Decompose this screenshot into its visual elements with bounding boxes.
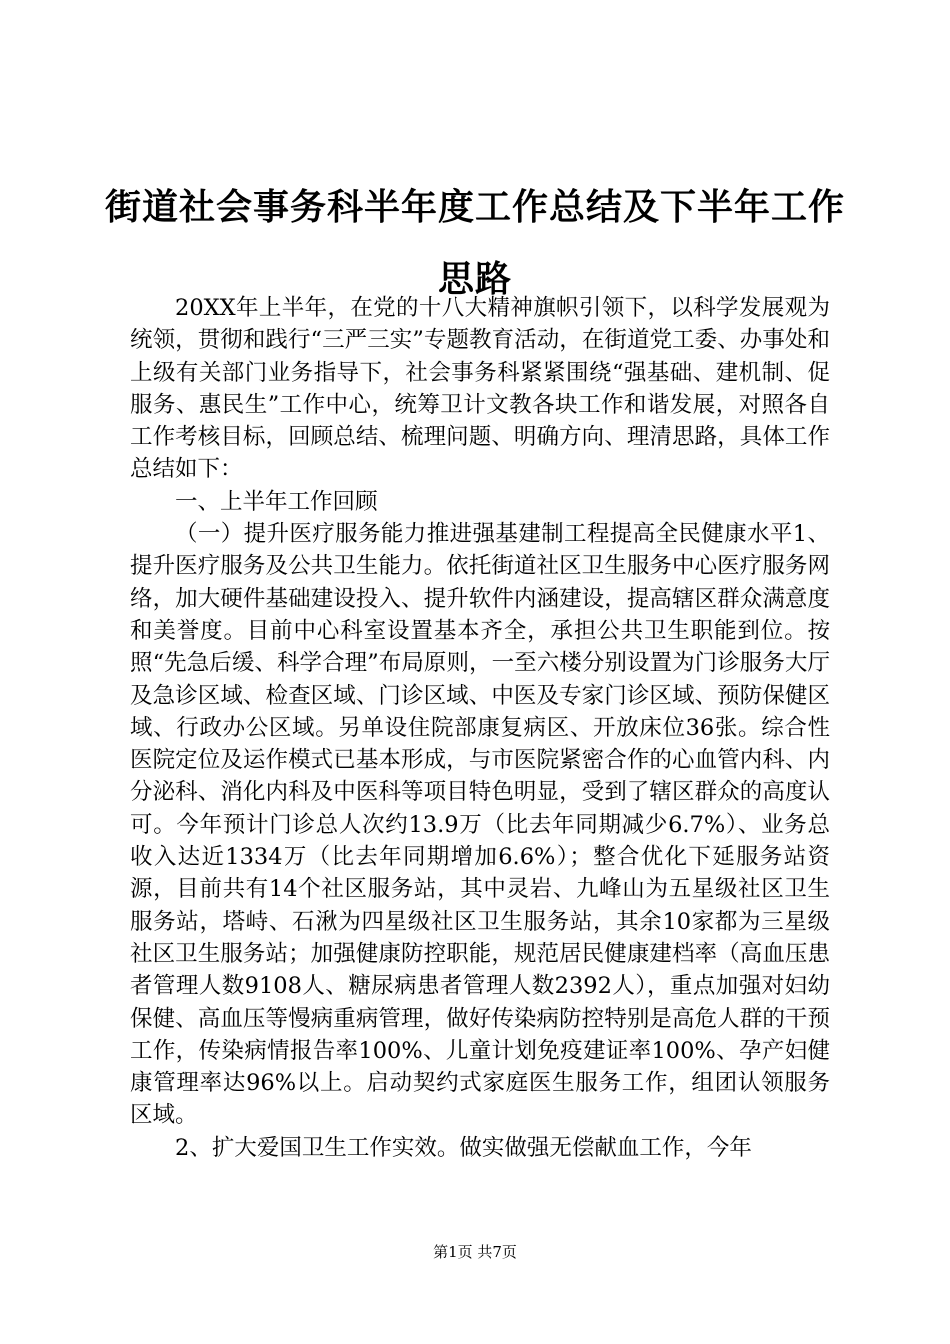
section-heading: 一、上半年工作回顾 <box>175 488 378 515</box>
title-line-2: 思路 <box>437 259 512 300</box>
title-line-1: 街道社会事务科半年度工作总结及下半年工作 <box>104 187 845 228</box>
intro-paragraph: 20XX年上半年，在党的十八大精神旗帜引领下，以科学发展观为统领，贯彻和践行“三严三实”专题教育活动，在街道党工委、办事处和上级有关部门业务指导下，社会事务科紧紧围绕“强基础、建机制、促服务、惠民生”工作中心，统筹卫计文教各块工作和谐发展，对照各自工作考核目标，回顾总结、梳理问题、明确方向、理清思路，具体工作总结如下： <box>130 295 830 483</box>
document-body <box>130 292 830 1164</box>
subsection-paragraph: （一）提升医疗服务能力推进强基建制工程提高全民健康水平1、提升医疗服务及公共卫生能力。依托街道社区卫生服务中心医疗服务网络，加大硬件基础建设投入、提升软件内涵建设，提高辖区群众满意度和美誉度。目前中心科室设置基本齐全，承担公共卫生职能到位。按照“先急后缓、科学合理”布局原则，一至六楼分别设置为门诊服务大厅及急诊区域、检查区域、门诊区域、中医及专家门诊区域、预防保健区域、行政办公区域。另单设住院部康复病区、开放床位36张。综合性医院定位及运作模式已基本形成，与市医院紧密合作的心血管内科、内分泌科、消化内科及中医科等项目特色明显，受到了辖区群众的高度认可。今年预计门诊总人次约13.9万（比去年同期减少6.7%）、业务总收入达近1334万（比去年同期增加6.6%）；整合优化下延服务站资源，目前共有14个社区服务站，其中灵岩、九峰山为五星级社区卫生服务站，塔峙、石湫为四星级社区卫生服务站，其余10家都为三星级社区卫生服务站；加强健康防控职能，规范居民健康建档率（高血压患者管理人数9108人、糖尿病患者管理人数2392人），重点加强对妇幼保健、高血压等慢病重病管理，做好传染病防控特别是高危人群的干预工作，传染病情报告率100%、儿童计划免疫建证率100%、孕产妇健康管理率达96%以上。启动契约式家庭医生服务工作，组团认领服务区域。 <box>130 521 830 1129</box>
item-paragraph: 2、扩大爱国卫生工作实效。做实做强无偿献血工作，今年 <box>175 1134 752 1161</box>
page-number: 第1页 共7页 <box>433 1243 517 1261</box>
